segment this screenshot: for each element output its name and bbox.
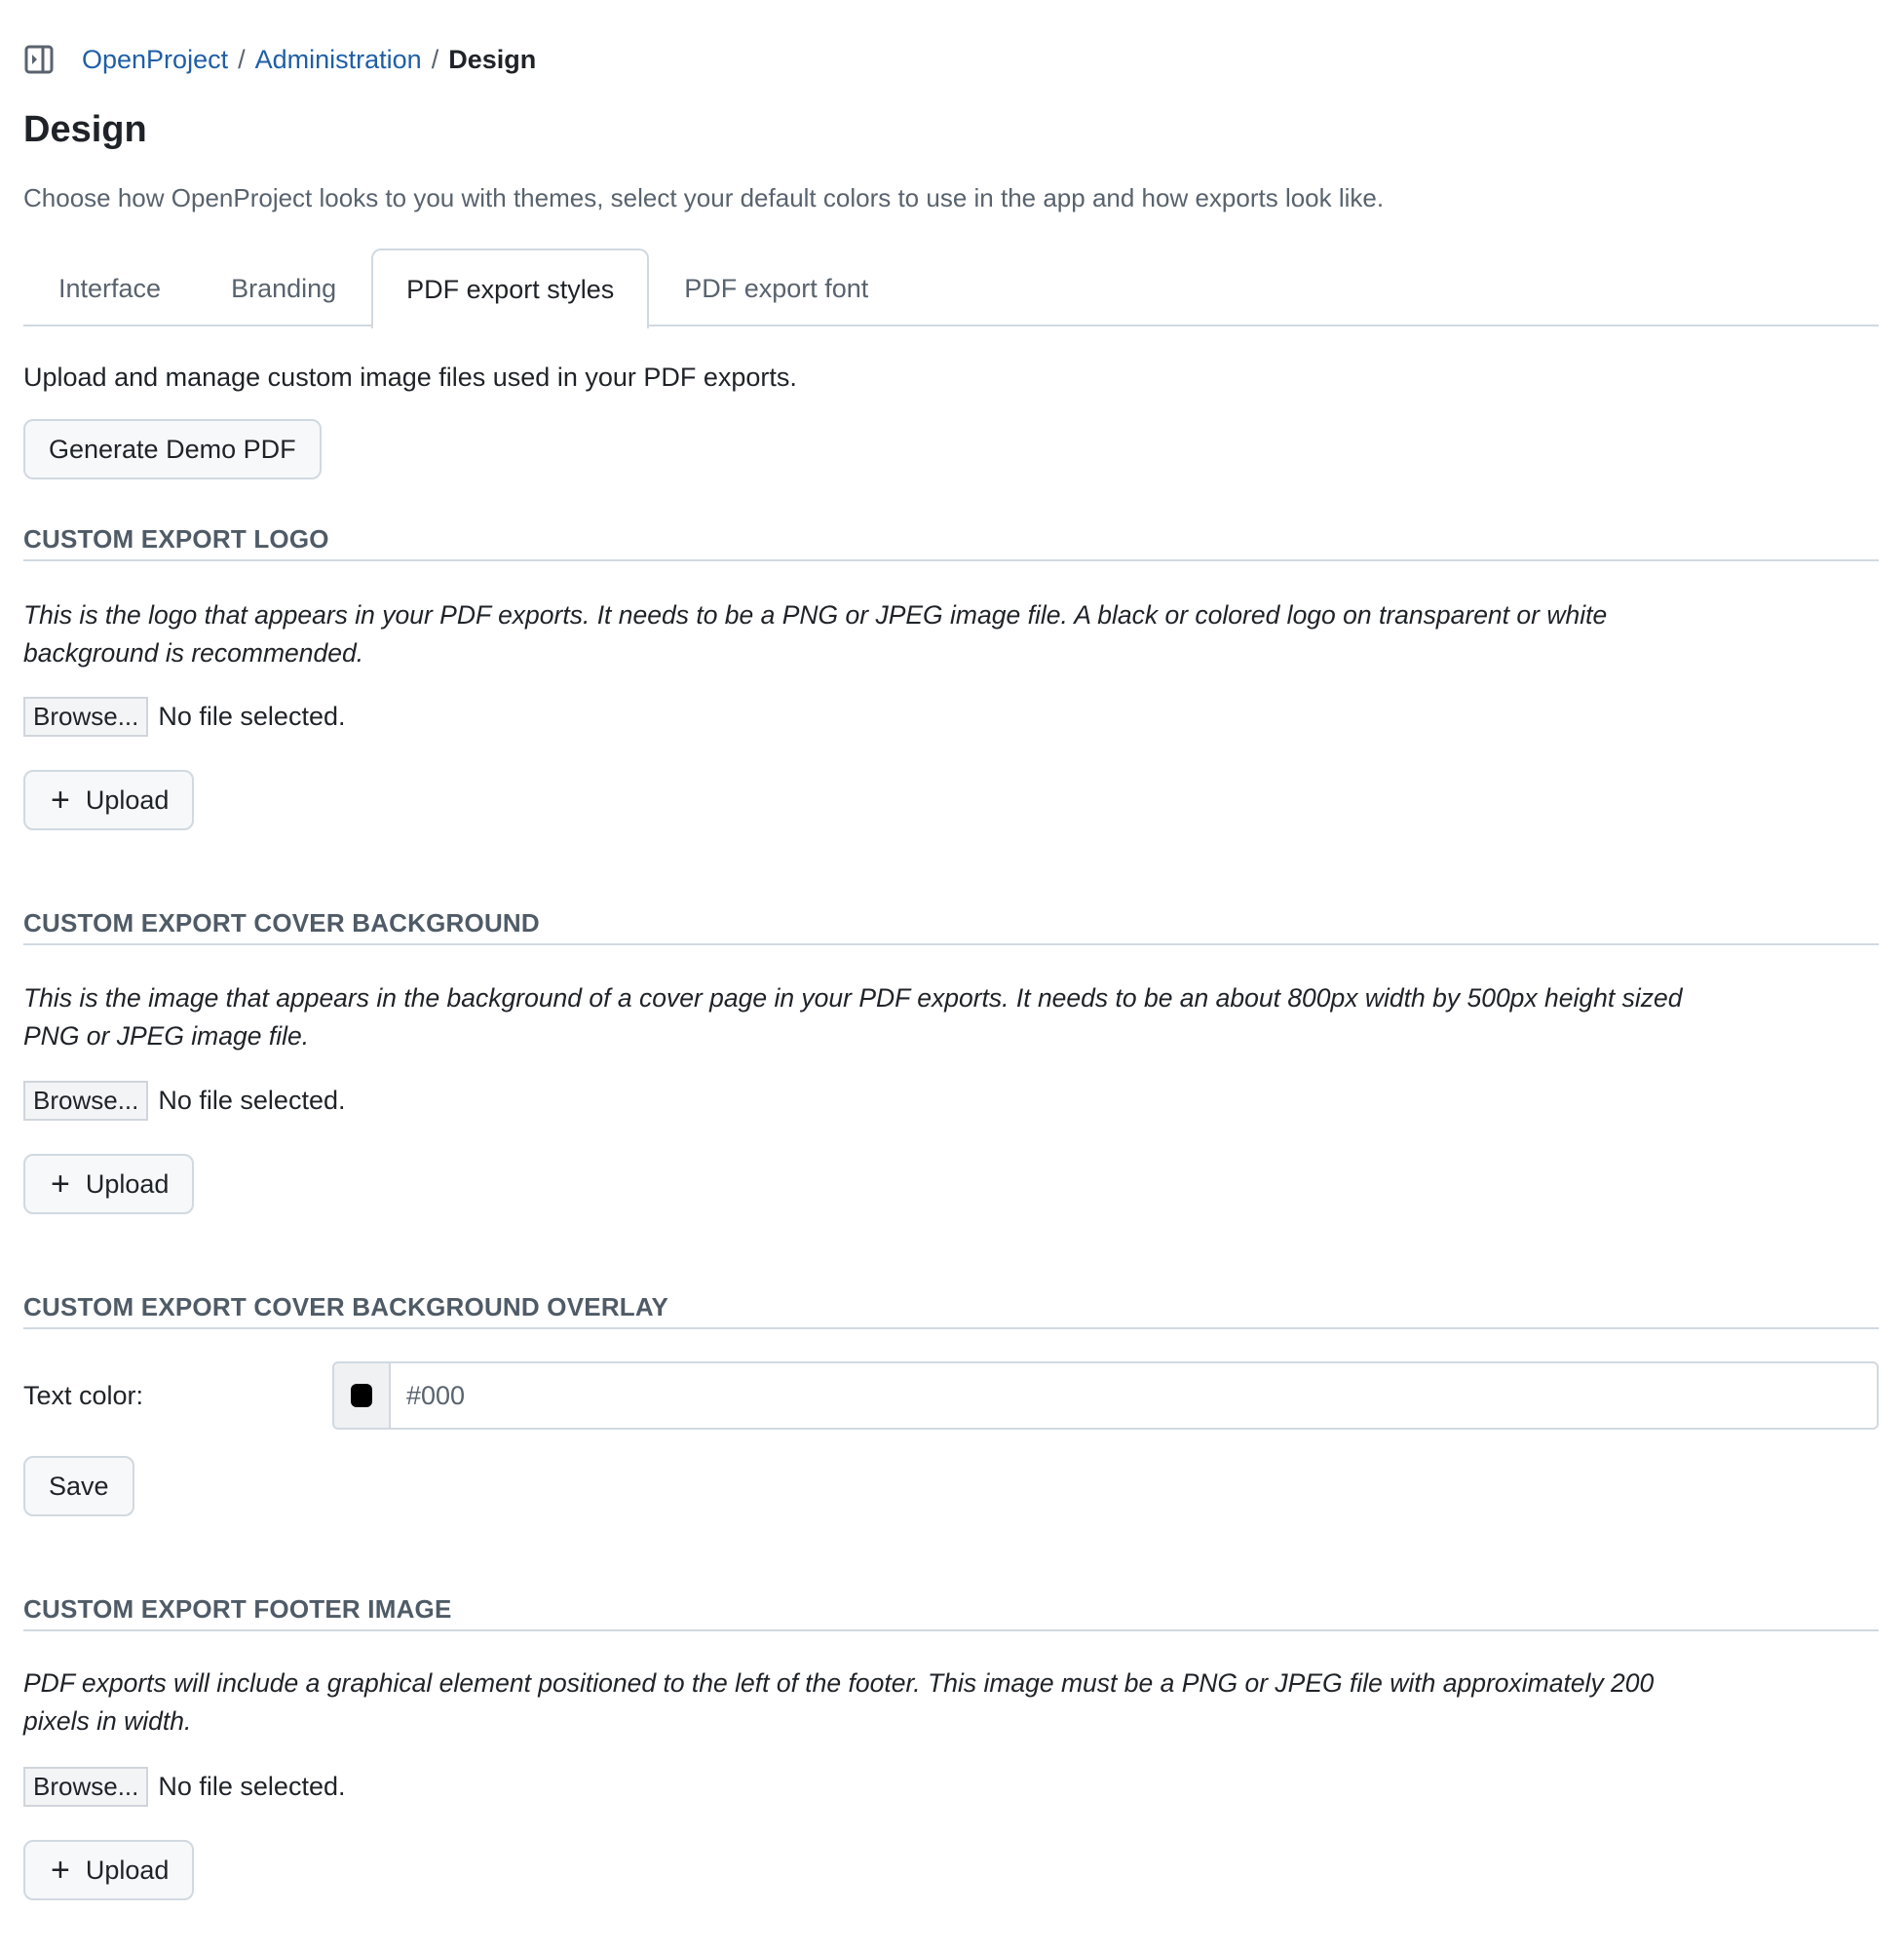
tab-pdf-export-font[interactable]: PDF export font: [684, 273, 869, 303]
section-heading-cover-background: [23, 908, 1879, 945]
help-line: This is the logo that appears in your PDF exports. It needs to be a PNG or JPEG image file. A black or colored logo on transparent or white: [23, 600, 1608, 630]
help-line: pixels in width.: [23, 1706, 192, 1736]
color-picker-button[interactable]: [332, 1361, 391, 1430]
browse-button[interactable]: Browse...: [23, 697, 148, 737]
page-title: Design: [23, 109, 147, 150]
text-color-input[interactable]: [391, 1361, 1879, 1430]
section-title: CUSTOM EXPORT COVER BACKGROUND OVERLAY: [23, 1292, 669, 1321]
file-status: No file selected.: [158, 702, 346, 731]
section-title: CUSTOM EXPORT FOOTER IMAGE: [23, 1594, 452, 1624]
text-color-label: Text color:: [23, 1380, 144, 1410]
footer-image-file-input[interactable]: [23, 1767, 345, 1807]
help-line: background is recommended.: [23, 638, 364, 668]
upload-label: Upload: [85, 784, 170, 815]
upload-label: Upload: [85, 1168, 170, 1199]
browse-button[interactable]: Browse...: [23, 1081, 148, 1121]
intro-text: Upload and manage custom image files used in your PDF exports.: [23, 363, 797, 392]
plus-icon: +: [51, 782, 70, 819]
sidebar-toggle-button[interactable]: [23, 44, 55, 75]
plus-icon: +: [51, 1166, 70, 1203]
logo-file-input[interactable]: [23, 697, 345, 737]
plus-icon: +: [51, 1852, 70, 1889]
text-color-field: [23, 1361, 1879, 1430]
file-status: No file selected.: [158, 1772, 346, 1801]
browse-button[interactable]: Browse...: [23, 1767, 148, 1807]
help-line: This is the image that appears in the background of a cover page in your PDF exports. It needs to be an about 800px width by 500px height sized: [23, 983, 1683, 1013]
breadcrumb-separator: /: [238, 44, 246, 74]
upload-logo-button[interactable]: [23, 770, 194, 830]
cover-background-help-text: [23, 979, 1875, 1055]
footer-image-help-text: [23, 1664, 1875, 1741]
help-line: PDF exports will include a graphical element positioned to the left of the footer. This image must be a PNG or JPEG file with approximately 200: [23, 1668, 1655, 1698]
color-swatch: [351, 1384, 372, 1407]
section-title: CUSTOM EXPORT LOGO: [23, 524, 329, 554]
breadcrumb-administration[interactable]: Administration: [254, 44, 422, 74]
breadcrumb-separator: /: [431, 44, 439, 74]
sidebar-expand-icon: [24, 45, 54, 74]
section-heading-footer-image: [23, 1594, 1879, 1631]
section-title: CUSTOM EXPORT COVER BACKGROUND: [23, 908, 540, 937]
upload-footer-image-button[interactable]: [23, 1840, 194, 1900]
page-description: Choose how OpenProject looks to you with themes, select your default colors to use in the app and how exports look like.: [23, 183, 1385, 212]
generate-demo-pdf-button[interactable]: Generate Demo PDF: [23, 419, 322, 479]
tab-nav: [23, 249, 1879, 326]
tab-interface[interactable]: Interface: [58, 273, 162, 303]
cover-background-file-input[interactable]: [23, 1081, 345, 1121]
upload-cover-background-button[interactable]: [23, 1154, 194, 1214]
breadcrumb-bar: [23, 43, 536, 76]
help-line: PNG or JPEG image file.: [23, 1021, 310, 1051]
save-button[interactable]: Save: [23, 1456, 134, 1516]
breadcrumb-openproject[interactable]: OpenProject: [82, 44, 229, 74]
logo-help-text: [23, 596, 1875, 672]
tab-pdf-export-styles[interactable]: PDF export styles: [371, 249, 649, 328]
tab-branding[interactable]: Branding: [231, 273, 337, 303]
upload-label: Upload: [85, 1855, 170, 1885]
section-heading-logo: [23, 524, 1879, 561]
breadcrumb: [82, 45, 536, 75]
section-heading-cover-overlay: [23, 1292, 1879, 1329]
file-status: No file selected.: [158, 1086, 346, 1115]
breadcrumb-current: Design: [448, 44, 537, 74]
